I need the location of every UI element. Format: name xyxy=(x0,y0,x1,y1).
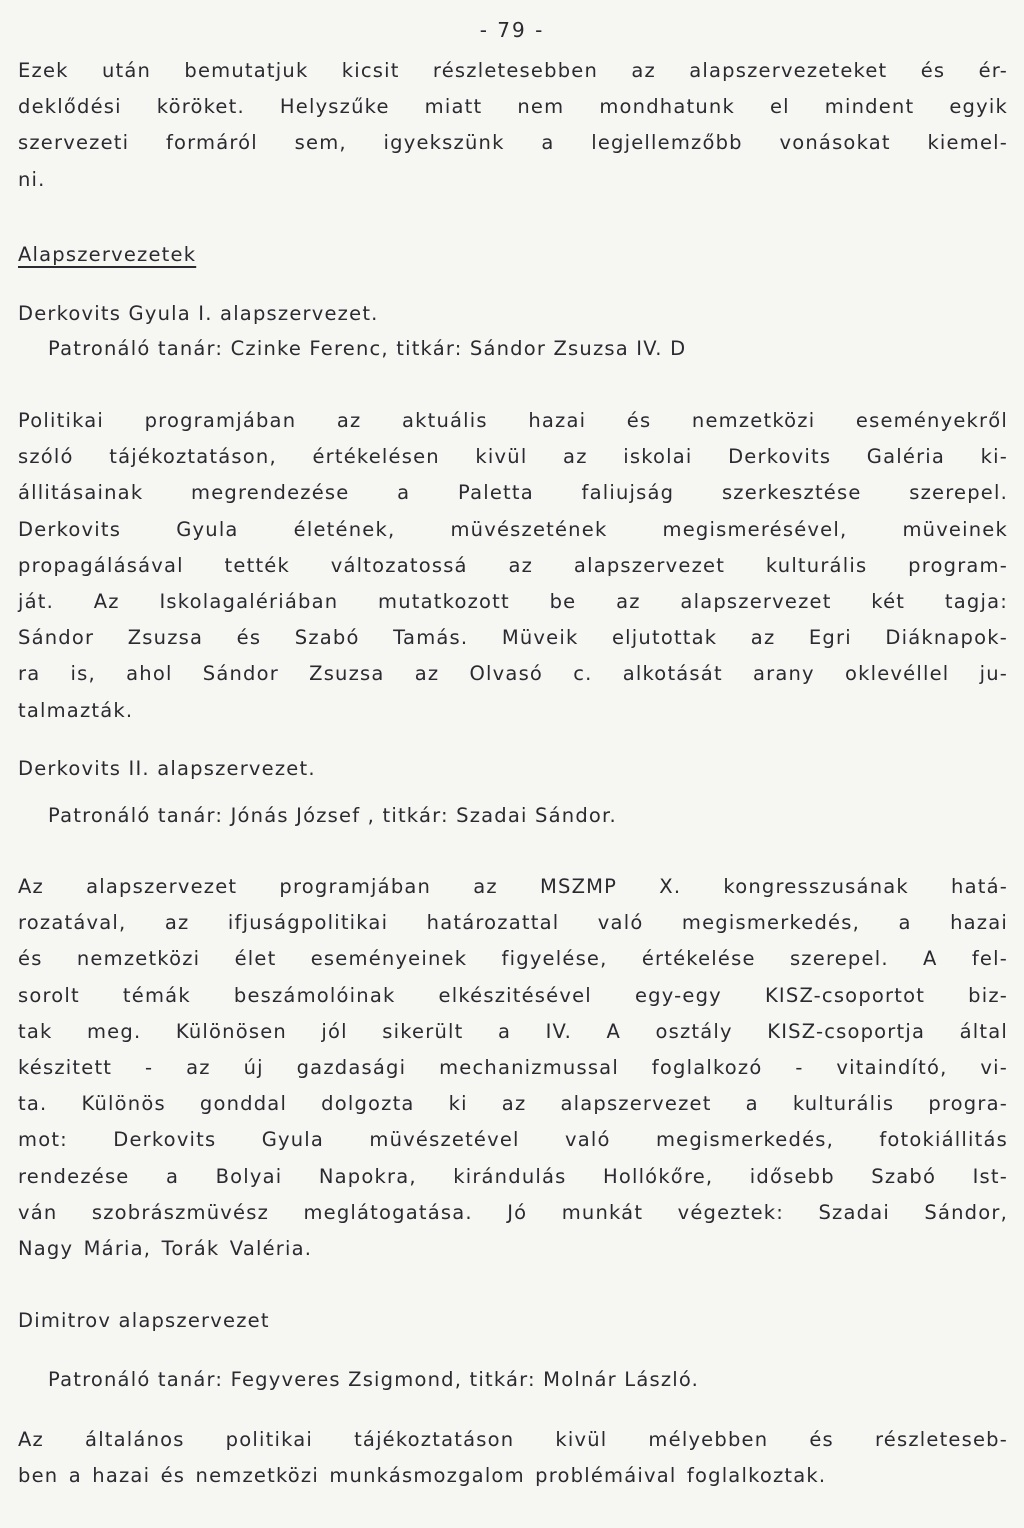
text-line: állitásainak megrendezése a Paletta faliujság szerkesztése szerepel. xyxy=(18,481,1008,505)
text-line: Sándor Zsuzsa és Szabó Tamás. Müveik eljutottak az Egri Diáknapok- xyxy=(18,626,1008,650)
text-line: Ezek után bemutatjuk kicsit részletesebben az alapszervezeteket és ér- xyxy=(18,59,1008,82)
text-line: ját. Az Iskolagalériában mutatkozott be az alapszervezet két tagja: xyxy=(18,590,1008,614)
section-title: Alapszervezetek xyxy=(18,243,197,266)
text-line: deklődési köröket. Helyszűke miatt nem mondhatunk el mindent egyik xyxy=(18,95,1008,119)
page-number: - 79 - xyxy=(479,18,545,42)
text-line: ra is, ahol Sándor Zsuzsa az Olvasó c. alkotását arany oklevéllel ju- xyxy=(18,662,1008,686)
dimitrov-paragraph xyxy=(18,1422,1008,1494)
dimitrov-patron: Patronáló tanár: Fegyveres Zsigmond, titkár: Molnár László. xyxy=(48,1368,700,1391)
text-line: készitett - az új gazdasági mechanizmussal foglalkozó - vitaindító, vi- xyxy=(18,1056,1008,1080)
text-line: Nagy Mária, Torák Valéria. xyxy=(18,1237,313,1261)
derkovits1-patron: Patronáló tanár: Czinke Ferenc, titkár: Sándor Zsuzsa IV. D xyxy=(48,337,687,360)
text-line: mot: Derkovits Gyula müvészetével való megismerkedés, fotokiállitás xyxy=(18,1128,1008,1152)
text-line: rozatával, az ifjuságpolitikai határozattal való megismerkedés, a hazai xyxy=(18,911,1008,935)
intro-paragraph xyxy=(18,53,1008,198)
text-line: sorolt témák beszámolóinak elkészitésével egy-egy KISZ-csoportot biz- xyxy=(18,983,1008,1007)
text-line: szervezeti formáról sem, igyekszünk a legjellemzőbb vonásokat kiemel- xyxy=(18,131,1008,155)
derkovits1-paragraph xyxy=(18,403,1008,729)
text-line: Az alapszervezet programjában az MSZMP X. kongresszusának hatá- xyxy=(18,875,1008,898)
derkovits1-title: Derkovits Gyula I. alapszervezet. xyxy=(18,302,379,325)
text-line: talmazták. xyxy=(18,698,134,722)
derkovits2-title: Derkovits II. alapszervezet. xyxy=(18,757,316,780)
text-line: propagálásával tették változatossá az alapszervezet kulturális program- xyxy=(18,553,1008,577)
derkovits2-patron: Patronáló tanár: Jónás József , titkár: Szadai Sándor. xyxy=(48,804,617,827)
text-line: ben a hazai és nemzetközi munkásmozgalom problémáival foglalkoztak. xyxy=(18,1464,827,1488)
text-line: Derkovits Gyula életének, müvészetének megismerésével, müveinek xyxy=(18,517,1008,541)
dimitrov-title: Dimitrov alapszervezet xyxy=(18,1309,270,1332)
text-line: és nemzetközi élet eseményeinek figyelése, értékelése szerepel. A fel- xyxy=(18,947,1008,971)
text-line: ván szobrászmüvész meglátogatása. Jó munkát végeztek: Szadai Sándor, xyxy=(18,1200,1008,1224)
derkovits2-paragraph xyxy=(18,869,1008,1267)
text-line: ni. xyxy=(18,167,46,191)
text-line: Politikai programjában az aktuális hazai és nemzetközi eseményekről xyxy=(18,409,1008,432)
text-line: rendezése a Bolyai Napokra, kirándulás Hollókőre, idősebb Szabó Ist- xyxy=(18,1164,1008,1188)
text-line: szóló tájékoztatáson, értékelésen kivül az iskolai Derkovits Galéria ki- xyxy=(18,445,1008,469)
text-line: Az általános politikai tájékoztatáson kivül mélyebben és részleteseb- xyxy=(18,1428,1008,1451)
text-line: ta. Különös gonddal dolgozta ki az alapszervezet a kulturális progra- xyxy=(18,1092,1008,1116)
text-line: tak meg. Különösen jól sikerült a IV. A osztály KISZ-csoportja által xyxy=(18,1019,1008,1043)
